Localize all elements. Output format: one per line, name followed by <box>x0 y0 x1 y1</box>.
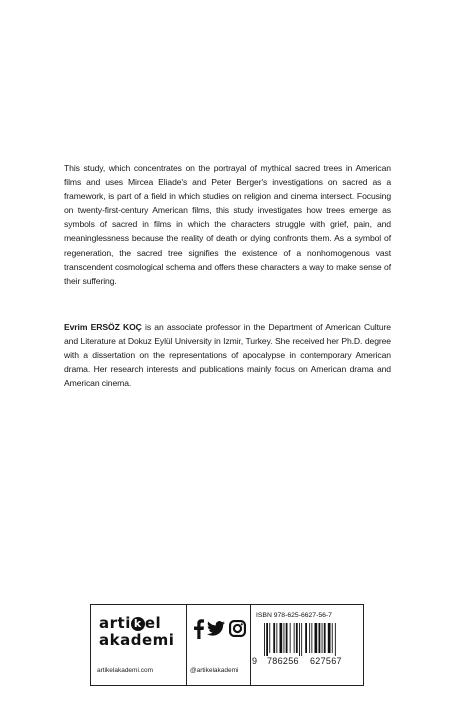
abstract-paragraph: This study, which concentrates on the portrayal of mythical sacred trees in American films and uses Mircea Eliade's and Peter Berger's investigations on sacred as a framework, is part of a field in which studies on religion and cinema intersect. Focusing on twenty-first-century American films, this study investigates how trees emerge as symbols of sacred in films in which the characters struggle with grief, pain, and meaninglessness because the reality of death or dying confronts them. As a symbol of regeneration, the sacred tree signifies the existence of a nonhomogenous vast transcendent cosmological schema and offers these characters a way to make sense of their suffering. <box>64 163 391 286</box>
isbn-label: ISBN 978-625-6627-56-7 <box>256 612 332 619</box>
barcode-digits-left: 786256 <box>267 656 299 666</box>
author-name: Evrim ERSÖZ KOÇ <box>64 322 142 332</box>
publisher-footer-box <box>90 604 364 686</box>
social-handle: @artikelakademi <box>190 667 239 674</box>
social-icons <box>194 619 246 639</box>
logo-k-circle: k <box>131 617 145 631</box>
publisher-logo-cell <box>91 605 187 685</box>
instagram-icon <box>229 620 246 637</box>
publisher-logo-line2: akademi <box>99 631 175 649</box>
twitter-icon <box>207 621 225 636</box>
publisher-logo-line1: arti k el <box>99 614 162 632</box>
barcode-image <box>256 623 356 656</box>
author-bio-text: is an associate professor in the Department of American Culture and Literature at Dokuz Eylül University in Izmir, Turkey. She received her Ph.D. degree with a dissertation on the representations of apocalypse in contemporary American drama. Her research interests and publications mainly focus on American drama and American cinema. <box>64 322 391 389</box>
publisher-website: artikelakademi.com <box>97 667 153 674</box>
author-bio-paragraph <box>64 320 391 390</box>
barcode-prefix-digit: 9 <box>252 656 258 666</box>
barcode-digits-right: 627567 <box>310 656 342 666</box>
facebook-icon <box>194 619 204 639</box>
isbn-cell <box>250 605 363 685</box>
social-cell <box>186 605 251 685</box>
